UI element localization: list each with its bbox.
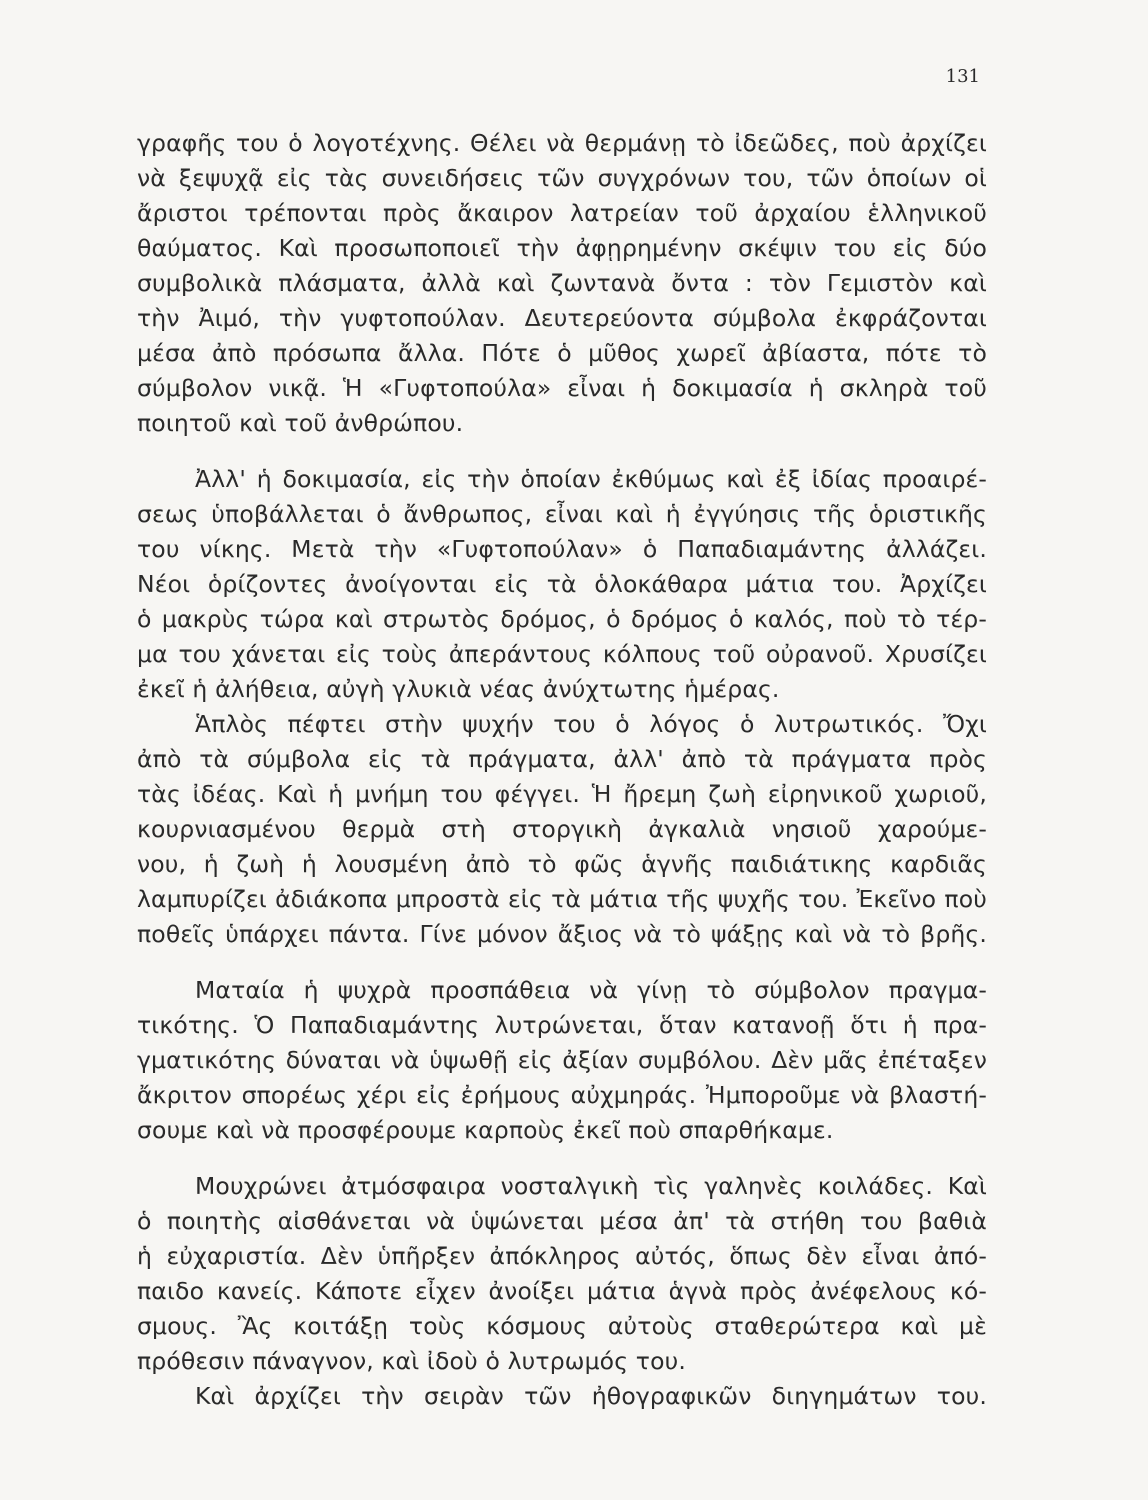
text-line: νὰ ξεψυχᾷ εἰς τὰς συνειδήσεις τῶν συγχρόνων του, τῶν ὁποίων οἱ	[137, 164, 987, 192]
text-line: παιδο κανείς. Κάποτε εἶχεν ἀνοίξει μάτια ἁγνὰ πρὸς ἀνέφελους κό-	[137, 1277, 987, 1305]
text-line: Ἀλλ' ἡ δοκιμασία, εἰς τὴν ὁποίαν ἐκθύμως καὶ ἐξ ἰδίας προαιρέ-	[195, 465, 987, 493]
text-line: Νέοι ὁρίζοντες ἀνοίγονται εἰς τὰ ὁλοκάθαρα μάτια του. Ἀρχίζει	[137, 570, 987, 598]
paragraph	[137, 1169, 987, 1379]
text-line: ἐκεῖ ἡ ἀλήθεια, αὐγὴ γλυκιὰ νέας ἀνύχτωτης ἡμέρας.	[137, 675, 780, 703]
text-line: ὁ μακρὺς τώρα καὶ στρωτὸς δρόμος, ὁ δρόμος ὁ καλός, ποὺ τὸ τέρ-	[137, 605, 987, 633]
text-line: Ἁπλὸς πέφτει στὴν ψυχήν του ὁ λόγος ὁ λυτρωτικός. Ὄχι	[195, 710, 987, 738]
text-line: Καὶ ἀρχίζει τὴν σειρὰν τῶν ἠθογραφικῶν διηγημάτων του.	[195, 1382, 987, 1410]
text-line: σεως ὑποβάλλεται ὁ ἄνθρωπος, εἶναι καὶ ἡ ἐγγύησις τῆς ὁριστικῆς	[137, 500, 987, 528]
paragraph	[137, 707, 987, 952]
text-line: γραφῆς του ὁ λογοτέχνης. Θέλει νὰ θερμάνῃ τὸ ἰδεῶδες, ποὺ ἀρχίζει	[137, 129, 987, 157]
text-line: ἀπὸ τὰ σύμβολα εἰς τὰ πράγματα, ἀλλ' ἀπὸ τὰ πράγματα πρὸς	[137, 745, 987, 773]
text-line: ποθεῖς ὑπάρχει πάντα. Γίνε μόνον ἄξιος νὰ τὸ ψάξῃς καὶ νὰ τὸ βρῆς.	[137, 920, 987, 948]
text-line: του νίκης. Μετὰ τὴν «Γυφτοπούλαν» ὁ Παπαδιαμάντης ἀλλάζει.	[137, 535, 987, 563]
text-line: μέσα ἀπὸ πρόσωπα ἄλλα. Πότε ὁ μῦθος χωρεῖ ἀβίαστα, πότε τὸ	[137, 339, 987, 367]
paragraph	[137, 1379, 987, 1414]
text-line: συμβολικὰ πλάσματα, ἀλλὰ καὶ ζωντανὰ ὄντα : τὸν Γεμιστὸν καὶ	[137, 269, 987, 297]
text-line: σύμβολον νικᾷ. Ἡ «Γυφτοπούλα» εἶναι ἡ δοκιμασία ἡ σκληρὰ τοῦ	[137, 374, 987, 402]
text-line: ποιητοῦ καὶ τοῦ ἀνθρώπου.	[137, 409, 464, 437]
body-text	[137, 126, 987, 1414]
text-line: ὁ ποιητὴς αἰσθάνεται νὰ ὑψώνεται μέσα ἀπ' τὰ στήθη του βαθιὰ	[137, 1207, 987, 1235]
paragraph	[137, 462, 987, 707]
text-line: Ματαία ἡ ψυχρὰ προσπάθεια νὰ γίνῃ τὸ σύμβολον πραγμα-	[195, 976, 987, 1004]
text-line: σμους. Ἂς κοιτάξῃ τοὺς κόσμους αὐτοὺς σταθερώτερα καὶ μὲ	[137, 1312, 987, 1340]
text-line: μα του χάνεται εἰς τοὺς ἀπεράντους κόλπους τοῦ οὐρανοῦ. Χρυσίζει	[137, 640, 987, 668]
text-line: Μουχρώνει ἀτμόσφαιρα νοσταλγικὴ τὶς γαληνὲς κοιλάδες. Καὶ	[195, 1172, 987, 1200]
page-number: 131	[945, 66, 980, 87]
text-line: πρόθεσιν πάναγνον, καὶ ἰδοὺ ὁ λυτρωμός του.	[137, 1347, 686, 1375]
text-line: κουρνιασμένου θερμὰ στὴ στοργικὴ ἀγκαλιὰ νησιοῦ χαρούμε-	[137, 815, 987, 843]
text-line: ἄκριτον σπορέως χέρι εἰς ἐρήμους αὐχμηράς. Ἠμποροῦμε νὰ βλαστή-	[137, 1081, 987, 1109]
text-line: τικότης. Ὁ Παπαδιαμάντης λυτρώνεται, ὅταν κατανοῇ ὅτι ἡ πρα-	[137, 1011, 987, 1039]
text-line: νου, ἡ ζωὴ ἡ λουσμένη ἀπὸ τὸ φῶς ἁγνῆς παιδιάτικης καρδιᾶς	[137, 850, 987, 878]
paragraph	[137, 973, 987, 1148]
text-line: λαμπυρίζει ἀδιάκοπα μπροστὰ εἰς τὰ μάτια τῆς ψυχῆς του. Ἐκεῖνο ποὺ	[137, 885, 987, 913]
text-line: γματικότης δύναται νὰ ὑψωθῇ εἰς ἀξίαν συμβόλου. Δὲν μᾶς ἐπέταξεν	[137, 1046, 987, 1074]
paragraph	[137, 126, 987, 441]
text-line: θαύματος. Καὶ προσωποποιεῖ τὴν ἀφῃρημένην σκέψιν του εἰς δύο	[137, 234, 987, 262]
text-line: τὴν Ἀιμό, τὴν γυφτοπούλαν. Δευτερεύοντα σύμβολα ἐκφράζονται	[137, 304, 987, 332]
text-line: ἡ εὐχαριστία. Δὲν ὑπῆρξεν ἀπόκληρος αὐτός, ὅπως δὲν εἶναι ἀπό-	[137, 1242, 987, 1270]
text-line: σουμε καὶ νὰ προσφέρουμε καρποὺς ἐκεῖ ποὺ σπαρθήκαμε.	[137, 1116, 834, 1144]
text-line: ἄριστοι τρέπονται πρὸς ἄκαιρον λατρείαν τοῦ ἀρχαίου ἑλληνικοῦ	[137, 199, 987, 227]
text-line: τὰς ἰδέας. Καὶ ἡ μνήμη του φέγγει. Ἡ ἤρεμη ζωὴ εἰρηνικοῦ χωριοῦ,	[137, 780, 987, 808]
